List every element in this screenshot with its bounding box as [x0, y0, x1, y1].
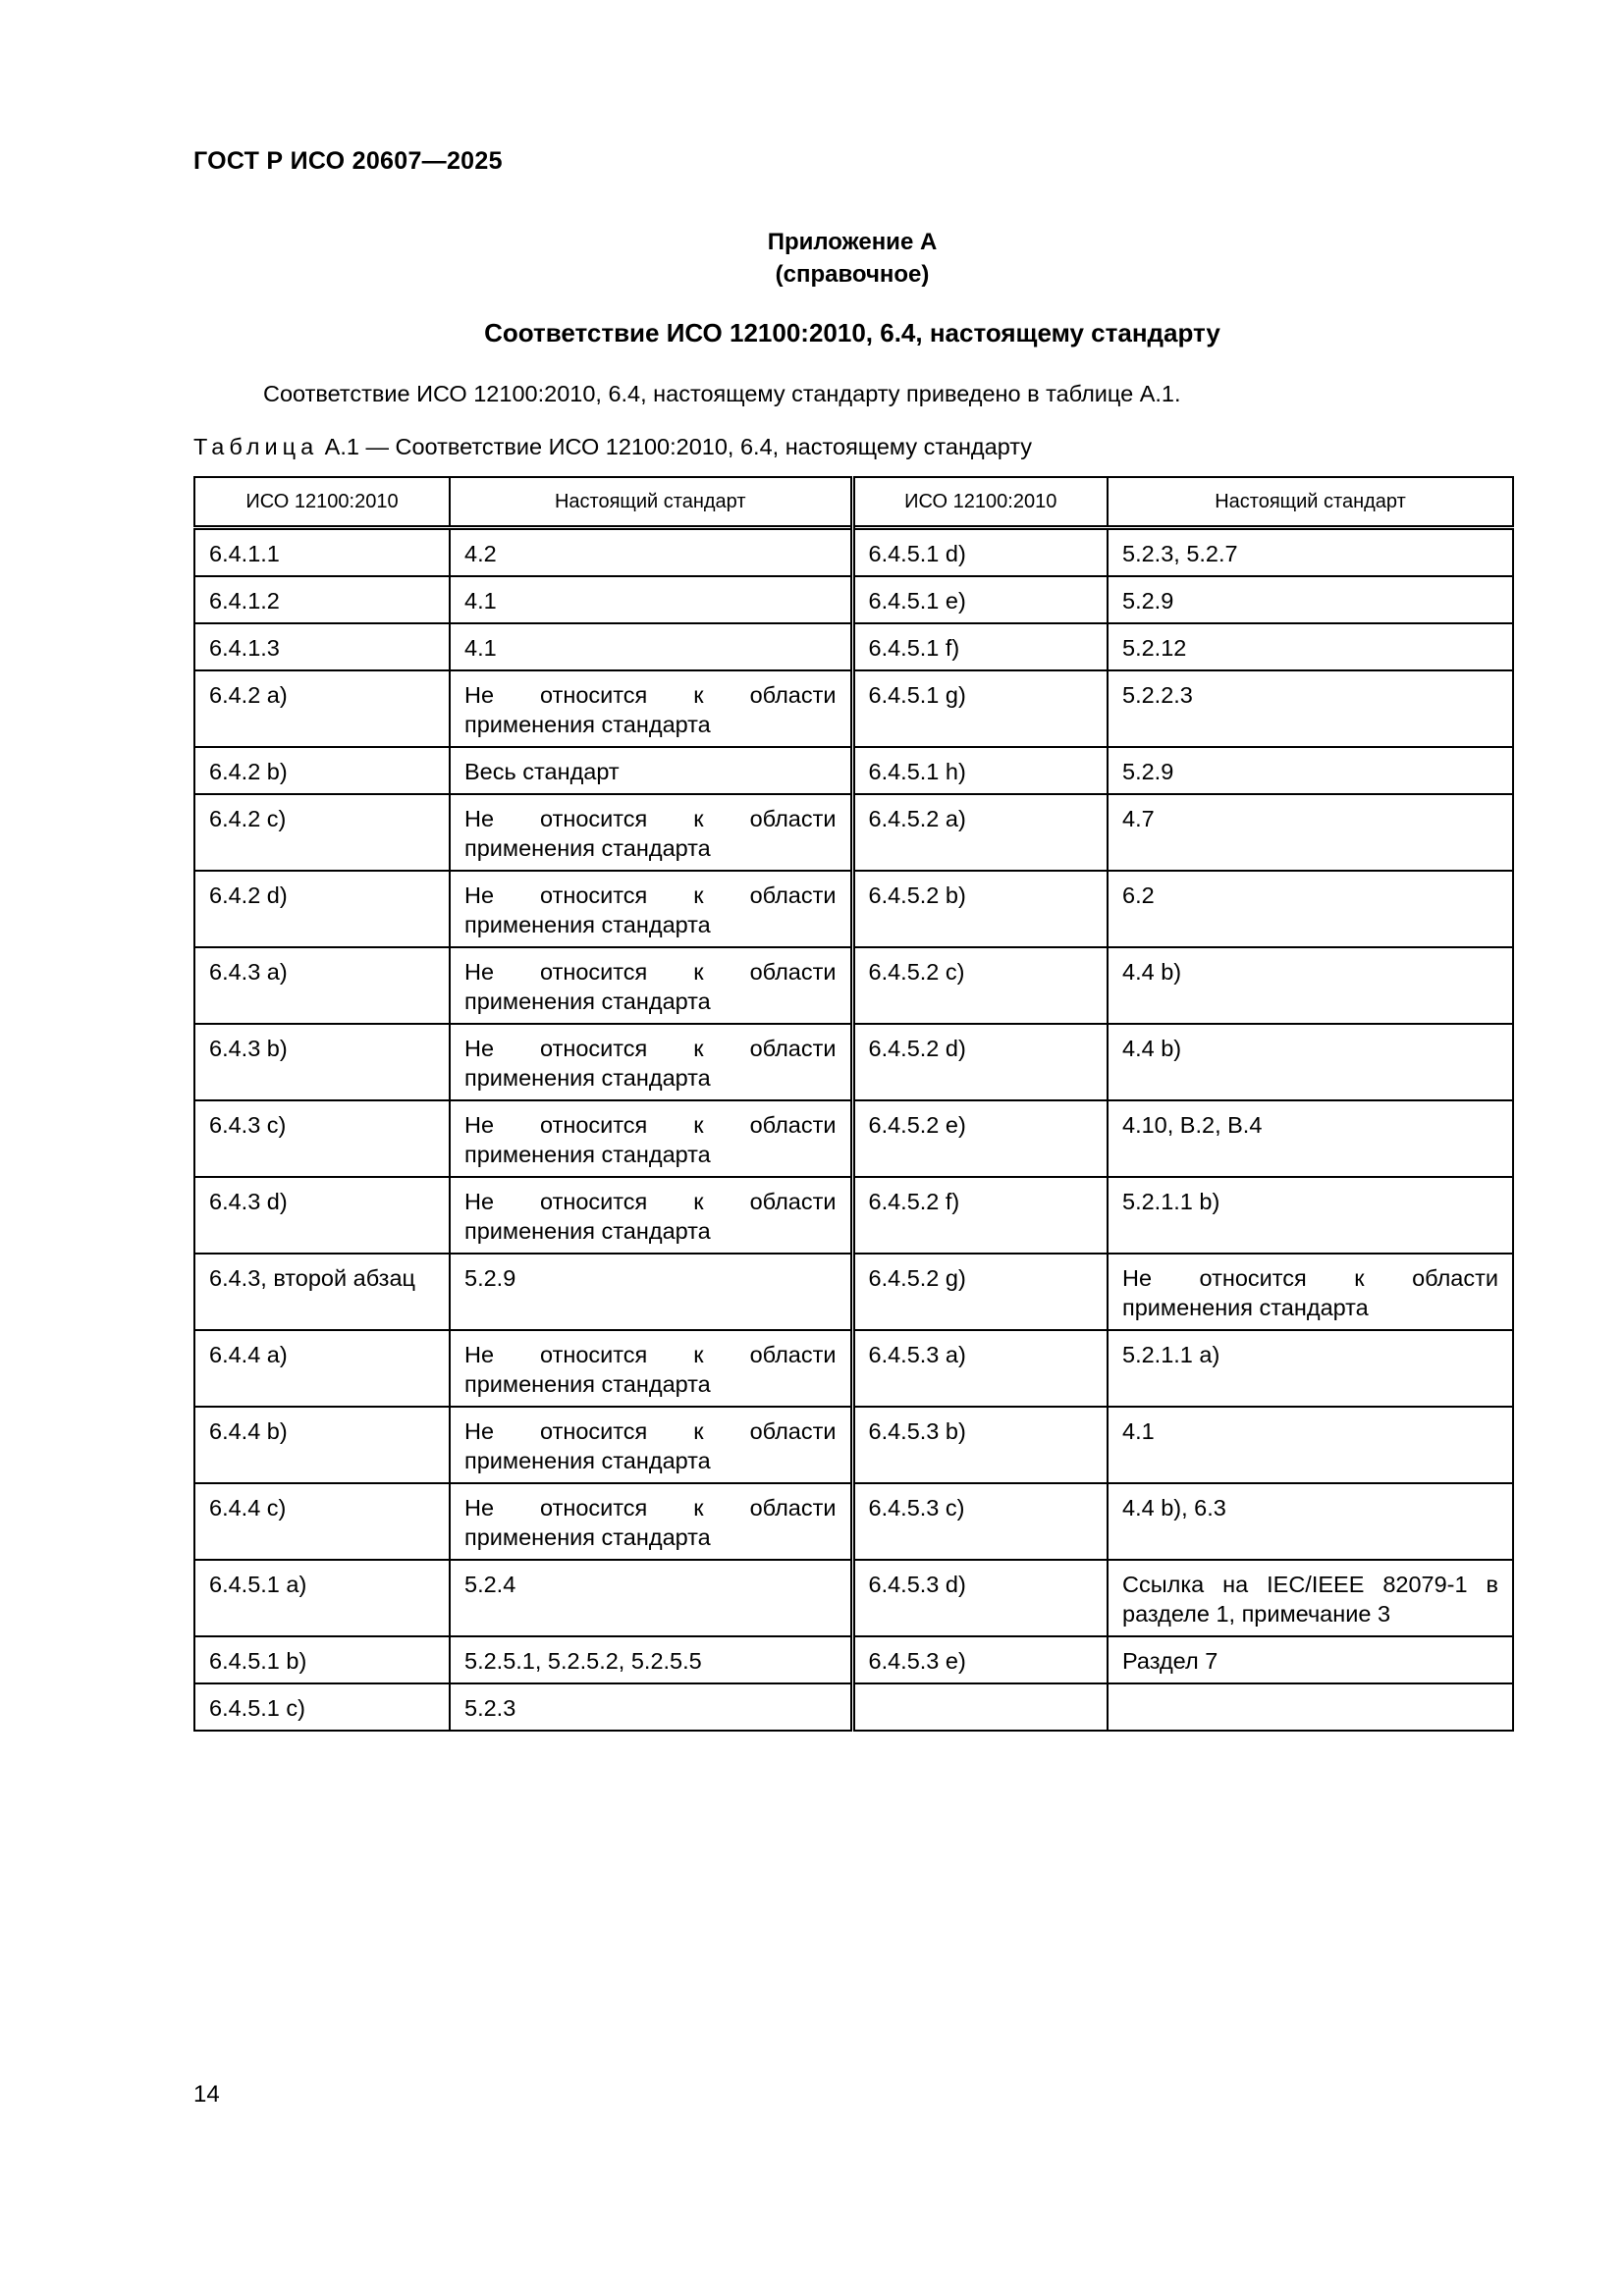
standard-clause-cell: Не относится к области применения стандарта: [450, 1100, 852, 1177]
header-iso-column: ИСО 12100:2010: [852, 477, 1108, 528]
iso-clause-cell: 6.4.5.1 h): [852, 747, 1108, 794]
standard-clause-cell: Не относится к области применения стандарта: [1108, 1254, 1513, 1330]
table-row: [194, 623, 1513, 670]
table-row: [194, 1683, 1513, 1731]
standard-clause-cell: Не относится к области применения стандарта: [450, 1483, 852, 1560]
table-row: [194, 1254, 1513, 1330]
iso-clause-cell: 6.4.5.3 a): [852, 1330, 1108, 1407]
standard-clause-cell: 5.2.9: [1108, 747, 1513, 794]
iso-clause-cell: 6.4.5.1 b): [194, 1636, 450, 1683]
document-header: ГОСТ Р ИСО 20607—2025: [193, 147, 503, 175]
table-caption: [193, 434, 1032, 460]
iso-clause-cell: 6.4.5.3 e): [852, 1636, 1108, 1683]
standard-clause-cell: Не относится к области применения стандарта: [450, 1177, 852, 1254]
header-iso-column: ИСО 12100:2010: [194, 477, 450, 528]
table-row: [194, 1407, 1513, 1483]
standard-clause-cell: 6.2: [1108, 871, 1513, 947]
standard-clause-cell: 4.1: [1108, 1407, 1513, 1483]
iso-clause-cell: 6.4.5.1 a): [194, 1560, 450, 1636]
iso-clause-cell: 6.4.3 a): [194, 947, 450, 1024]
iso-clause-cell: 6.4.5.2 f): [852, 1177, 1108, 1254]
table-row: [194, 747, 1513, 794]
standard-clause-cell: 4.10, В.2, В.4: [1108, 1100, 1513, 1177]
standard-clause-cell: 4.4 b), 6.3: [1108, 1483, 1513, 1560]
iso-clause-cell: 6.4.2 b): [194, 747, 450, 794]
table-row: [194, 1100, 1513, 1177]
standard-clause-cell: 4.2: [450, 528, 852, 577]
iso-clause-cell: 6.4.5.1 f): [852, 623, 1108, 670]
iso-clause-cell: 6.4.5.2 b): [852, 871, 1108, 947]
standard-clause-cell: Не относится к области применения стандарта: [450, 871, 852, 947]
iso-clause-cell: 6.4.5.3 c): [852, 1483, 1108, 1560]
appendix-title: Приложение А: [767, 229, 938, 255]
standard-clause-cell: Не относится к области применения стандарта: [450, 1330, 852, 1407]
header-standard-column: Настоящий стандарт: [1108, 477, 1513, 528]
standard-clause-cell: Не относится к области применения стандарта: [450, 670, 852, 747]
iso-clause-cell: 6.4.5.2 g): [852, 1254, 1108, 1330]
table-row: [194, 670, 1513, 747]
table-header-row: [194, 477, 1513, 528]
iso-clause-cell: 6.4.5.2 e): [852, 1100, 1108, 1177]
appendix-heading: [0, 226, 1624, 291]
iso-clause-cell: 6.4.5.3 d): [852, 1560, 1108, 1636]
iso-clause-cell: 6.4.2 c): [194, 794, 450, 871]
standard-clause-cell: 5.2.12: [1108, 623, 1513, 670]
iso-clause-cell: 6.4.3, второй абзац: [194, 1254, 450, 1330]
table-row: [194, 528, 1513, 577]
iso-clause-cell: 6.4.5.2 a): [852, 794, 1108, 871]
standard-clause-cell: 5.2.4: [450, 1560, 852, 1636]
table-caption-prefix: Таблица: [193, 434, 319, 459]
standard-clause-cell: Раздел 7: [1108, 1636, 1513, 1683]
iso-clause-cell: 6.4.2 d): [194, 871, 450, 947]
iso-clause-cell: 6.4.5.2 c): [852, 947, 1108, 1024]
standard-clause-cell: 4.4 b): [1108, 1024, 1513, 1100]
standard-clause-cell: Не относится к области применения стандарта: [450, 794, 852, 871]
standard-clause-cell: 5.2.3: [450, 1683, 852, 1731]
standard-clause-cell: 5.2.3, 5.2.7: [1108, 528, 1513, 577]
iso-clause-cell: 6.4.3 c): [194, 1100, 450, 1177]
section-title: Соответствие ИСО 12100:2010, 6.4, настоящему стандарту: [484, 318, 1220, 347]
standard-clause-cell: Весь стандарт: [450, 747, 852, 794]
iso-clause-cell: [852, 1683, 1108, 1731]
iso-clause-cell: 6.4.4 b): [194, 1407, 450, 1483]
standard-clause-cell: 5.2.2.3: [1108, 670, 1513, 747]
iso-clause-cell: 6.4.5.2 d): [852, 1024, 1108, 1100]
table-row: [194, 947, 1513, 1024]
iso-clause-cell: 6.4.5.1 c): [194, 1683, 450, 1731]
iso-clause-cell: 6.4.2 a): [194, 670, 450, 747]
standard-clause-cell: Ссылка на IEC/IEEE 82079-1 в разделе 1, примечание 3: [1108, 1560, 1513, 1636]
standard-clause-cell: 5.2.9: [1108, 576, 1513, 623]
iso-clause-cell: 6.4.5.3 b): [852, 1407, 1108, 1483]
iso-clause-cell: 6.4.4 a): [194, 1330, 450, 1407]
page-number: 14: [193, 2081, 220, 2108]
standard-clause-cell: 5.2.1.1 b): [1108, 1177, 1513, 1254]
standard-clause-cell: 4.1: [450, 623, 852, 670]
iso-clause-cell: 6.4.5.1 d): [852, 528, 1108, 577]
correspondence-table: [193, 476, 1514, 1732]
table-row: [194, 1177, 1513, 1254]
table-body: [194, 528, 1513, 1732]
standard-clause-cell: 5.2.5.1, 5.2.5.2, 5.2.5.5: [450, 1636, 852, 1683]
appendix-type: (справочное): [775, 261, 930, 288]
standard-clause-cell: 5.2.1.1 a): [1108, 1330, 1513, 1407]
standard-clause-cell: Не относится к области применения стандарта: [450, 1024, 852, 1100]
standard-clause-cell: Не относится к области применения стандарта: [450, 1407, 852, 1483]
standard-clause-cell: 5.2.9: [450, 1254, 852, 1330]
iso-clause-cell: 6.4.3 b): [194, 1024, 450, 1100]
iso-clause-cell: 6.4.3 d): [194, 1177, 450, 1254]
standard-clause-cell: 4.1: [450, 576, 852, 623]
table-row: [194, 871, 1513, 947]
table-row: [194, 794, 1513, 871]
standard-clause-cell: 4.7: [1108, 794, 1513, 871]
table-caption-text: А.1 — Соответствие ИСО 12100:2010, 6.4, настоящему стандарту: [318, 434, 1033, 459]
table-row: [194, 1560, 1513, 1636]
table-row: [194, 1330, 1513, 1407]
standard-clause-cell: [1108, 1683, 1513, 1731]
intro-paragraph: Соответствие ИСО 12100:2010, 6.4, настоящему стандарту приведено в таблице А.1.: [263, 381, 1181, 406]
iso-clause-cell: 6.4.1.1: [194, 528, 450, 577]
iso-clause-cell: 6.4.1.3: [194, 623, 450, 670]
iso-clause-cell: 6.4.1.2: [194, 576, 450, 623]
table-row: [194, 1024, 1513, 1100]
standard-clause-cell: Не относится к области применения стандарта: [450, 947, 852, 1024]
standard-clause-cell: 4.4 b): [1108, 947, 1513, 1024]
iso-clause-cell: 6.4.4 c): [194, 1483, 450, 1560]
iso-clause-cell: 6.4.5.1 e): [852, 576, 1108, 623]
table-row: [194, 576, 1513, 623]
table-row: [194, 1483, 1513, 1560]
iso-clause-cell: 6.4.5.1 g): [852, 670, 1108, 747]
table-row: [194, 1636, 1513, 1683]
header-standard-column: Настоящий стандарт: [450, 477, 852, 528]
